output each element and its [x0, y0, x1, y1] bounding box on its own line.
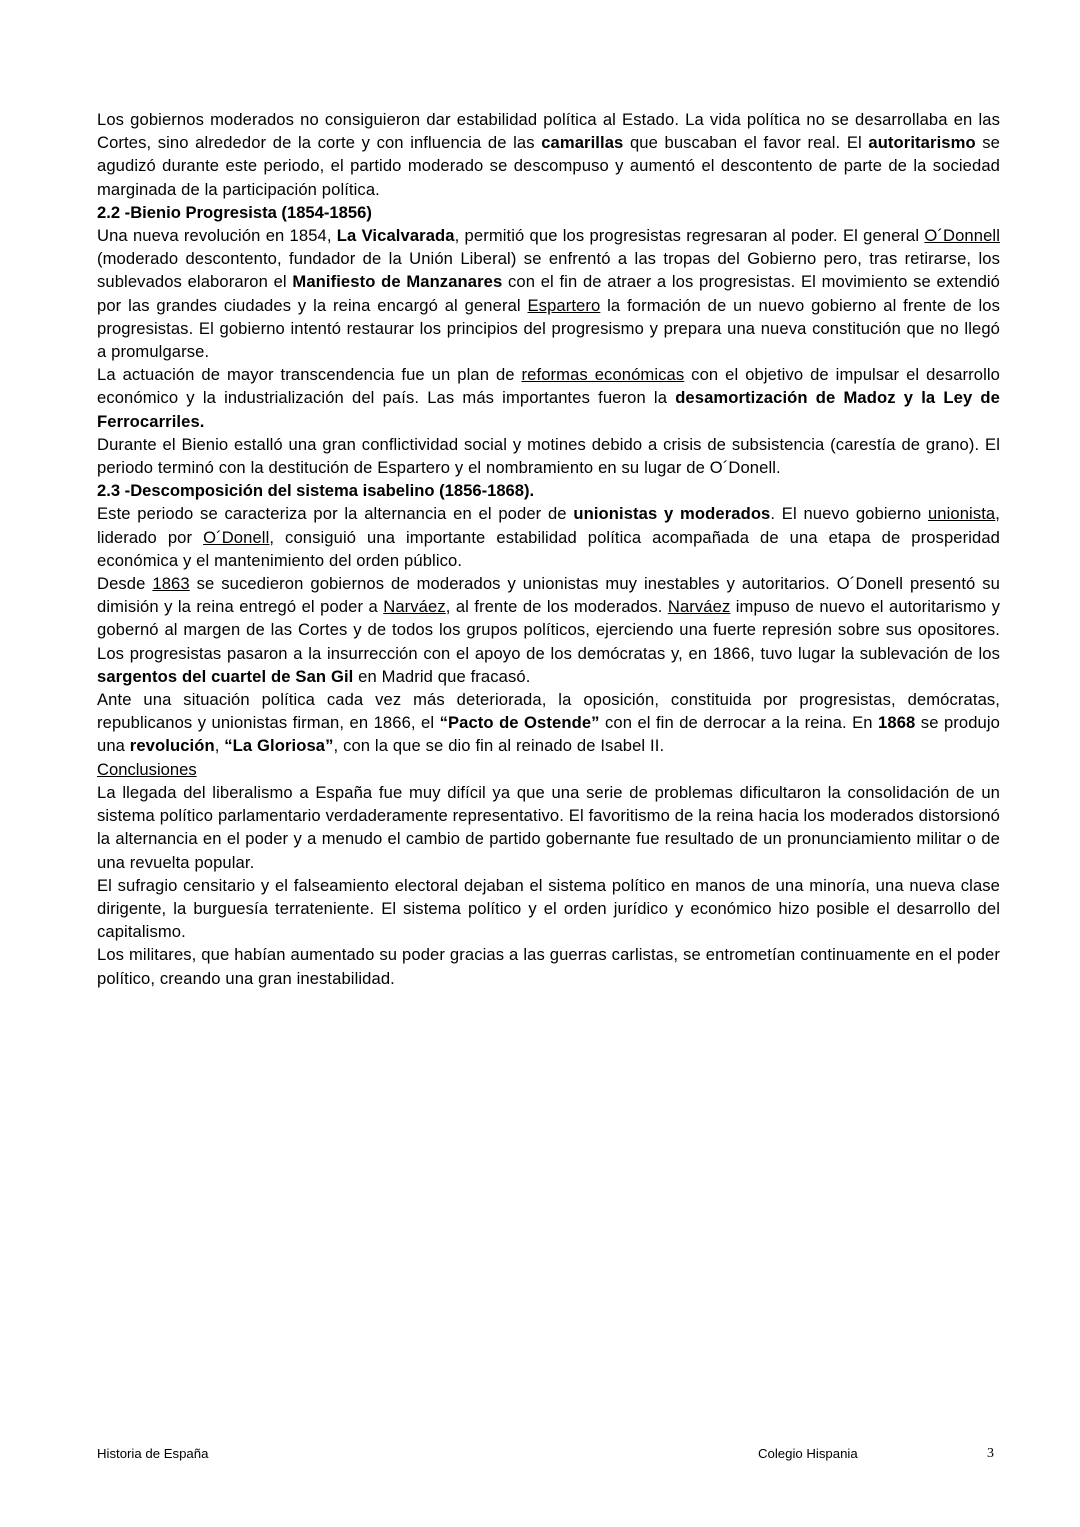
text-run: El sufragio censitario y el falseamiento electoral dejaban el sistema político en manos de una minoría, una nueva clase dirigente, la burguesía terrateniente. El sistema político y el orden jurídico y económico hizo posible el desarrollo del capitalismo. — [97, 875, 1000, 942]
paragraph-reformas-economicas — [97, 363, 1000, 433]
text-run: , permitió que los progresistas regresaran al poder. El general — [454, 226, 925, 246]
text-run: Los gobiernos moderados no consiguieron dar estabilidad política al Estado. La vida política no se desarrollaba en las Cortes, sino alrededor de la corte y con influencia de las — [97, 110, 1000, 153]
heading-2-3: 2.3 -Descomposición del sistema isabelino (1856-1868). — [97, 481, 535, 501]
paragraph-conclusion-1 — [97, 781, 1000, 874]
paragraph-conclusion-3 — [97, 943, 1000, 989]
text-run: impuso de nuevo el autoritarismo y gobernó al margen de las Cortes y de todos los grupos políticos, ejerciendo una fuerte represión sobre sus opositores. Los progresistas pasaron a la insurrección con el apoyo de los demócratas y, en 1866, tuvo lugar la sublevación de los — [97, 597, 1001, 663]
text-run: se sucedieron gobiernos de moderados y unionistas muy inestables y autoritarios. O´Donell presentó su dimisión y la reina entregó el poder a — [97, 574, 1001, 617]
text-run: . El nuevo gobierno — [770, 504, 928, 524]
text-run: en Madrid que fracasó. — [353, 666, 531, 686]
footer-subject: Historia de España — [97, 1446, 209, 1461]
heading-2-2: 2.2 -Bienio Progresista (1854-1856) — [97, 202, 372, 222]
footer-institution: Colegio Hispania — [758, 1446, 858, 1461]
text-run: Este periodo se caracteriza por la alternancia en el poder de — [97, 504, 574, 524]
underline-odonell: O´Donell, — [203, 527, 275, 547]
text-run: Desde — [97, 574, 153, 594]
text-run: (moderado descontento, fundador de la Unión Liberal) se enfrentó a las tropas del Gobierno pero, tras retirarse, los sublevados elaboraron el — [97, 249, 1000, 292]
text-run: Los militares, que habían aumentado su poder gracias a las guerras carlistas, se entrometían continuamente en el poder político, creando una gran inestabilidad. — [97, 945, 1000, 988]
text-run: se produjo una — [97, 713, 1000, 756]
text-run: Una nueva revolución en 1854, — [97, 226, 337, 246]
underline-espartero: Espartero — [527, 295, 601, 315]
bold-manifiesto-manzanares: Manifiesto de Manzanares — [292, 272, 503, 292]
text-run: con el fin de derrocar a la reina. En — [599, 713, 879, 733]
bold-unionistas-moderados: unionistas y moderados — [573, 504, 771, 524]
bold-camarillas: camarillas — [541, 133, 624, 153]
heading-conclusiones: Conclusiones — [97, 759, 197, 779]
paragraph-conclusion-2 — [97, 874, 1000, 944]
underline-narvaez-1: Narváez — [383, 597, 446, 617]
text-run: Durante el Bienio estalló una gran conflictividad social y motines debido a crisis de subsistencia (carestía de grano). El periodo terminó con la destitución de Espartero y el nombramiento en su lugar de O´Donell. — [97, 434, 1000, 478]
paragraph-pacto-ostende — [97, 688, 1000, 758]
text-run: , liderado por — [97, 504, 1000, 547]
paragraph-desde-1863 — [97, 572, 1000, 688]
bold-la-gloriosa: “La Gloriosa” — [224, 736, 334, 756]
bold-1868: 1868 — [878, 713, 916, 733]
bold-revolucion: revolución — [129, 736, 215, 756]
bold-desamortizacion-madoz: desamortización de Madoz y la Ley de Ferrocarriles. — [97, 388, 1000, 431]
bold-la-vicalvarada: La Vicalvarada — [336, 226, 455, 246]
underline-reformas-economicas: reformas económicas — [521, 365, 685, 385]
underline-unionista: unionista — [927, 504, 996, 524]
footer-page-number: 3 — [987, 1446, 994, 1461]
bold-pacto-de-ostende: “Pacto de Ostende” — [439, 713, 600, 733]
text-run: , al frente de los moderados. — [445, 597, 668, 617]
paragraph-bienio-conflictos — [97, 433, 1000, 479]
text-run: que buscaban el favor real. El — [623, 133, 869, 153]
bold-sargentos-san-gil: sargentos del cuartel de San Gil — [97, 666, 354, 686]
text-run: con el objetivo de impulsar el desarrollo económico y la industrialización del país. Las más importantes fueron la — [97, 365, 1001, 408]
text-run: Ante una situación política cada vez más deteriorada, la oposición, constituida por progresistas, demócratas, republicanos y unionistas firman, en 1866, el — [97, 690, 1000, 733]
paragraph-vicalvarada — [97, 224, 1000, 363]
paragraph-alternancia — [97, 502, 1000, 572]
text-run: consiguió una importante estabilidad política acompañada de una etapa de prosperidad económica y el mantenimiento del orden público. — [97, 527, 1000, 570]
underline-narvaez-2: Narváez — [667, 597, 731, 617]
page-footer — [97, 1443, 1000, 1465]
paragraph-gobiernos-moderados — [97, 108, 1000, 201]
underline-odonnell: O´Donnell — [924, 226, 1000, 246]
text-run: , con la que se dio fin al reinado de Isabel II. — [333, 736, 665, 756]
text-run: La actuación de mayor transcendencia fue un plan de — [97, 365, 522, 385]
document-body — [97, 108, 1000, 990]
text-run: La llegada del liberalismo a España fue muy difícil ya que una serie de problemas dificultaron la consolidación de un sistema político parlamentario verdaderamente representativo. El favoritismo de la reina hacia los moderados distorsionó la alternancia en el poder y a menudo el cambio de partido gobernante fue resultado de un pronunciamiento militar o de una revuelta popular. — [97, 782, 1000, 872]
underline-1863: 1863 — [152, 574, 190, 594]
bold-autoritarismo: autoritarismo — [868, 133, 976, 153]
text-run: la formación de un nuevo gobierno al frente de los progresistas. El gobierno intentó restaurar los principios del progresismo y prepara una nueva constitución que no llegó a promulgarse. — [97, 295, 1000, 362]
text-run: se agudizó durante este periodo, el partido moderado se descompuso y aumentó el descontento de parte de la sociedad marginada de la participación política. — [97, 133, 1000, 199]
text-run: con el fin de atraer a los progresistas. El movimiento se extendió por las grandes ciudades y la reina encargó al general — [97, 272, 1001, 315]
text-run: , — [214, 736, 225, 756]
